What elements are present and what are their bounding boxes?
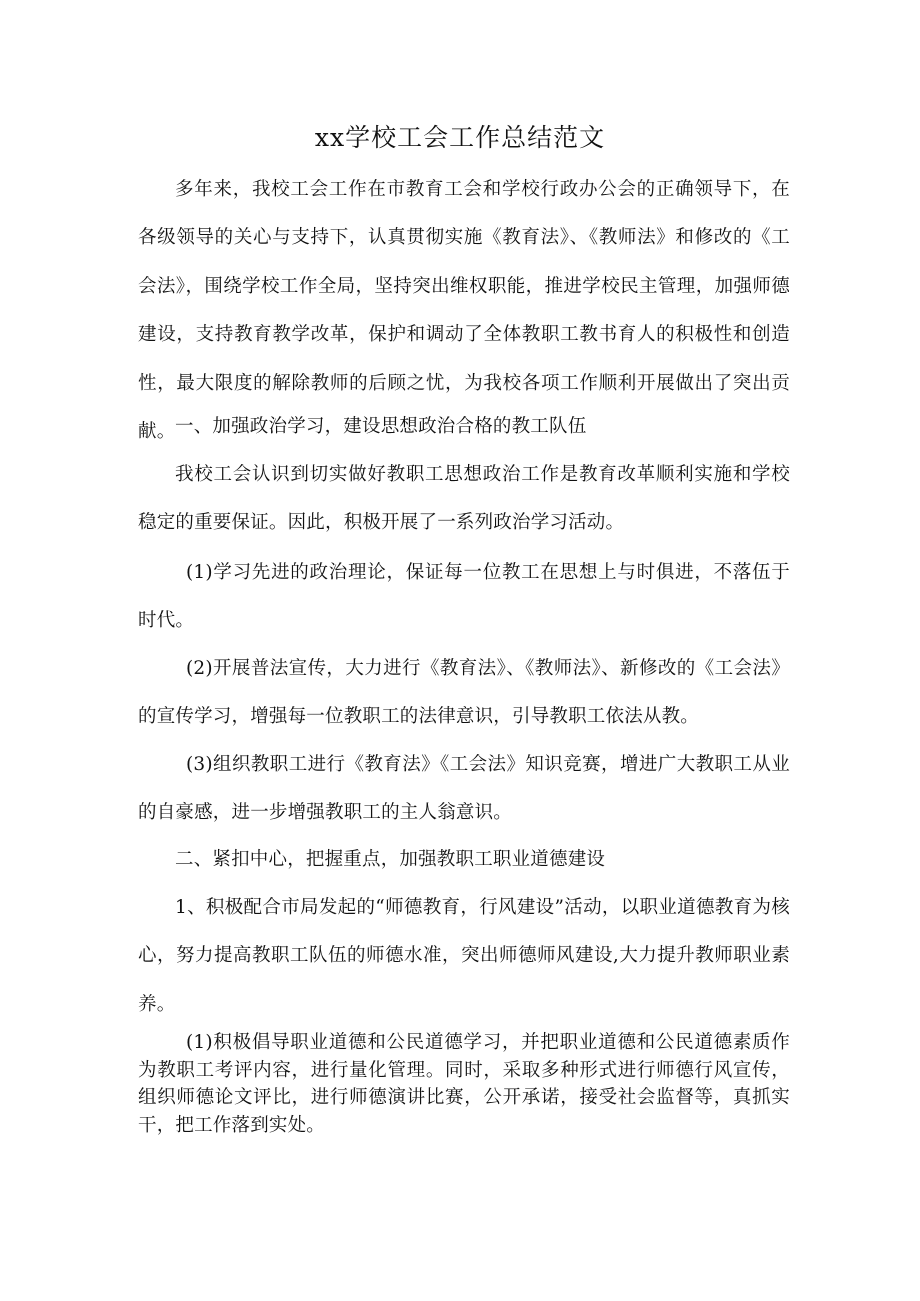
section-1-item-2: (2)开展普法宣传，大力进行《教育法》、《教师法》、新修改的《工会法》的宣传学习，增强每一位教职工的法律意识，引导教职工依法从教。: [138, 658, 790, 728]
section-1-paragraph: 我校工会认识到切实做好教职工思想政治工作是教育改革顺利实施和学校稳定的重要保证。因此，积极开展了一系列政治学习活动。: [138, 464, 790, 534]
intro-paragraph: 多年来，我校工会工作在市教育工会和学校行政办公会的正确领导下，在各级领导的关心与支持下，认真贯彻实施《教育法》、《教师法》和修改的《工会法》，围绕学校工作全局，坚持突出维权职能，推进学校民主管理，加强师德建设，支持教育教学改革，保护和调动了全体教职工教书育人的积极性和创造性，最大限度的解除教师的后顾之忧，为我校各项工作顺利开展做出了突出贡献。: [138, 179, 790, 443]
section-heading-2: 二、紧扣中心，把握重点，加强教职工职业道德建设: [175, 849, 606, 870]
section-2-paragraph-1: 1、积极配合市局发起的“师德教育，行风建设”活动，以职业道德教育为核心，努力提高教职工队伍的师德水准，突出师德师风建设,大力提升教师职业素养。: [138, 897, 790, 1015]
section-heading-1: 一、加强政治学习，建设思想政治合格的教工队伍: [175, 416, 587, 437]
section-2-item-1: (1)积极倡导职业道德和公民道德学习，并把职业道德和公民道德素质作为教职工考评内容，进行量化管理。同时，采取多种形式进行师德行风宣传，组织师德论文评比，进行师德演讲比赛，公开承诺，接受社会监督等，真抓实干，把工作落到实处。: [138, 1032, 790, 1136]
document-title: xx学校工会工作总结范文: [314, 123, 606, 152]
section-1-item-1: (1)学习先进的政治理论，保证每一位教工在思想上与时俱进，不落伍于时代。: [138, 562, 790, 632]
section-1-item-3: (3)组织教职工进行《教育法》《工会法》知识竞赛，增进广大教职工从业的自豪感，进一步增强教职工的主人翁意识。: [138, 754, 790, 824]
